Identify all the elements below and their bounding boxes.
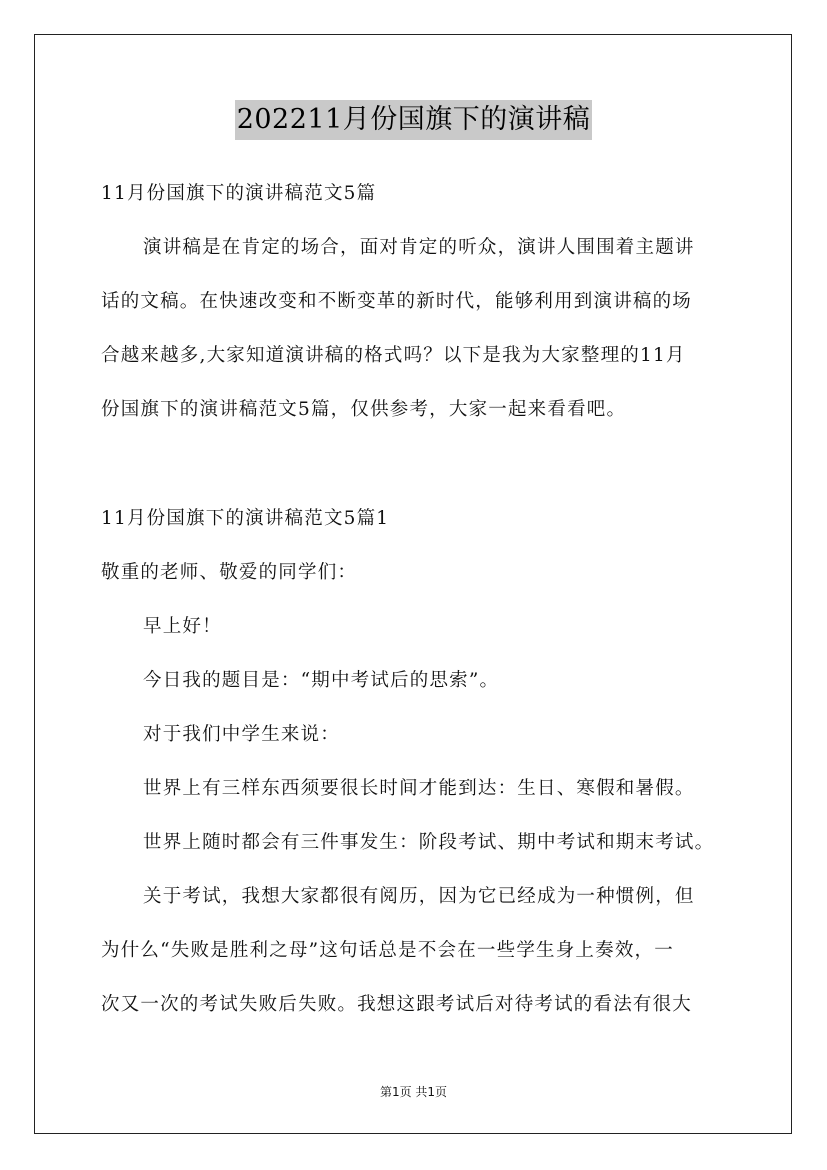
- document-title: 202211月份国旗下的演讲稿: [235, 100, 593, 140]
- paragraph-line: 对于我们中学生来说：: [143, 724, 341, 745]
- paragraph-line: 次又一次的考试失败后失败。我想这跟考试后对待考试的看法有很大: [101, 994, 693, 1015]
- paragraph-line: 今日我的题目是：“期中考试后的思索”。: [143, 670, 500, 691]
- paragraph-line: 世界上有三样东西须要很长时间才能到达：生日、寒假和暑假。: [143, 778, 695, 799]
- title-container: [0, 100, 827, 140]
- paragraph-line: 份国旗下的演讲稿范文5篇，仅供参考，大家一起来看看吧。: [101, 399, 627, 420]
- paragraph-line: 早上好！: [143, 616, 222, 637]
- paragraph-line: 世界上随时都会有三件事发生：阶段考试、期中考试和期末考试。: [143, 832, 715, 853]
- paragraph-line: 为什么“失败是胜利之母”这句话总是不会在一些学生身上奏效，一: [101, 940, 674, 961]
- salutation-line: 敬重的老师、敬爱的同学们：: [101, 562, 358, 583]
- paragraph-line: 话的文稿。在快速改变和不断变革的新时代，能够利用到演讲稿的场: [101, 291, 693, 312]
- paragraph-line: 合越来越多,大家知道演讲稿的格式吗？以下是我为大家整理的11月: [101, 345, 686, 366]
- page-footer: 第1页 共1页: [379, 1085, 448, 1099]
- paragraph-line: 演讲稿是在肯定的场合，面对肯定的听众，演讲人围围着主题讲: [143, 237, 695, 258]
- subtitle-line: 11月份国旗下的演讲稿范文5篇: [101, 183, 377, 204]
- section-heading: 11月份国旗下的演讲稿范文5篇1: [101, 508, 390, 529]
- paragraph-line: 关于考试，我想大家都很有阅历，因为它已经成为一种惯例，但: [143, 886, 695, 907]
